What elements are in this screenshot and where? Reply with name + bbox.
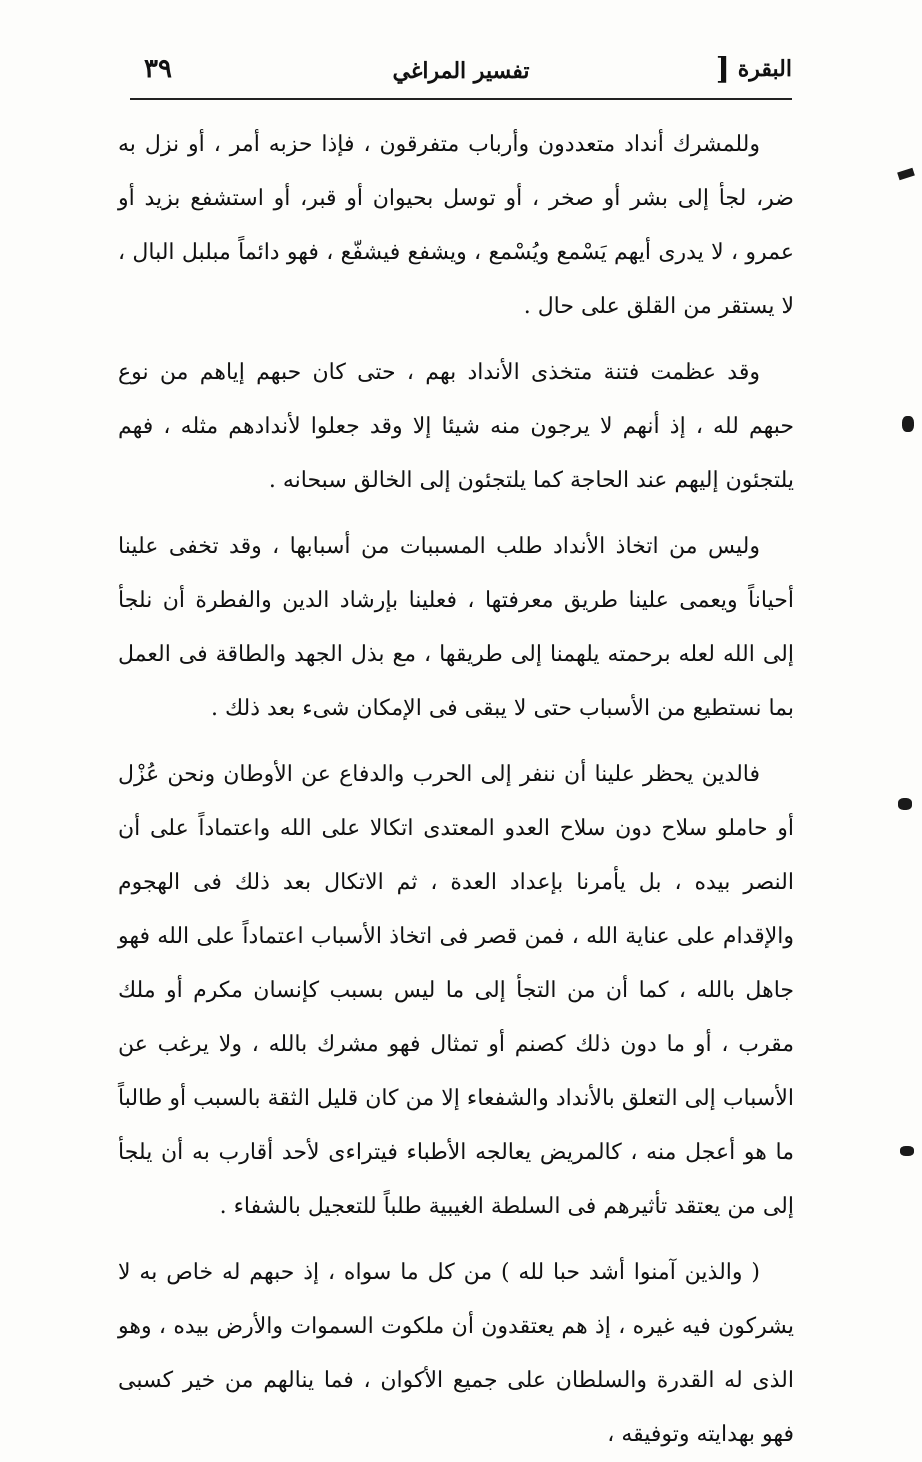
scan-speck [897, 168, 915, 181]
header-bracket: ] [715, 52, 730, 87]
paragraph: فالدين يحظر علينا أن ننفر إلى الحرب والدفاع عن الأوطان ونحن عُزْل أو حاملو سلاح دون سلاح العدو المعتدى اتكالا على الله واعتماداً على أن النصر بيده ، بل يأمرنا بإعداد العدة ، ثم الاتكال بعد ذلك فى الهجوم والإقدام على عناية الله ، فمن قصر فى اتخاذ الأسباب اعتماداً على الله فهو جاهل بالله ، كما أن من التجأ إلى ما ليس بسبب كإنسان مكرم أو ملك مقرب ، أو ما دون ذلك كصنم أو تمثال فهو مشرك بالله ، ولا يرغب عن الأسباب إلى التعلق بالأنداد والشفعاء إلا من كان قليل الثقة بالسبب أو طالباً ما هو أعجل منه ، كالمريض يعالجه الأطباء فيتراءى لأحد أقارب به أن يلجأ إلى من يعتقد تأثيرهم فى السلطة الغيبية طلباً للتعجيل بالشفاء . [118, 762, 794, 1219]
surah-name: البقرة [737, 56, 792, 82]
paragraph: وقد عظمت فتنة متخذى الأنداد بهم ، حتى كان حبهم إياهم من نوع حبهم لله ، إذ أنهم لا يرجون منه شيئا إلا وقد جعلوا لأندادهم مثله ، فهم يلتجئون إليهم عند الحاجة كما يلتجئون إلى الخالق سبحانه . [118, 360, 794, 493]
paragraph: ( والذين آمنوا أشد حبا لله ) من كل ما سواه ، إذ حبهم له خاص به لا يشركون فيه غيره ، إذ هم يعتقدون أن ملكوت السموات والأرض بيده ، وهو الذى له القدرة والسلطان على جميع الأكوان ، فما ينالهم من خير كسبى فهو بهدايته وتوفيقه ، [118, 1260, 794, 1447]
scan-speck [902, 416, 914, 432]
header-rule [130, 98, 792, 100]
page-header [130, 52, 792, 100]
book-title: تفسير المراغي [392, 58, 530, 84]
page-body [118, 118, 794, 1462]
page-number: ٣٩ [144, 54, 172, 84]
scan-speck [898, 798, 912, 810]
paragraph: وليس من اتخاذ الأنداد طلب المسببات من أسبابها ، وقد تخفى علينا أحياناً ويعمى علينا طريق معرفتها ، فعلينا بإرشاد الدين والفطرة أن نلجأ إلى الله لعله برحمته يلهمنا إلى طريقها ، مع بذل الجهد والطاقة فى العمل بما نستطيع من الأسباب حتى لا يبقى فى الإمكان شىء بعد ذلك . [118, 534, 794, 721]
paragraph: وللمشرك أنداد متعددون وأرباب متفرقون ، فإذا حزبه أمر ، أو نزل به ضر، لجأ إلى بشر أو صخر ، أو توسل بحيوان أو قبر، أو استشفع بزيد أو عمرو ، لا يدرى أيهم يَسْمع ويُسْمع ، ويشفع فيشفّع ، فهو دائماً مبلبل البال ، لا يستقر من القلق على حال . [118, 132, 794, 319]
scan-speck [900, 1146, 914, 1156]
